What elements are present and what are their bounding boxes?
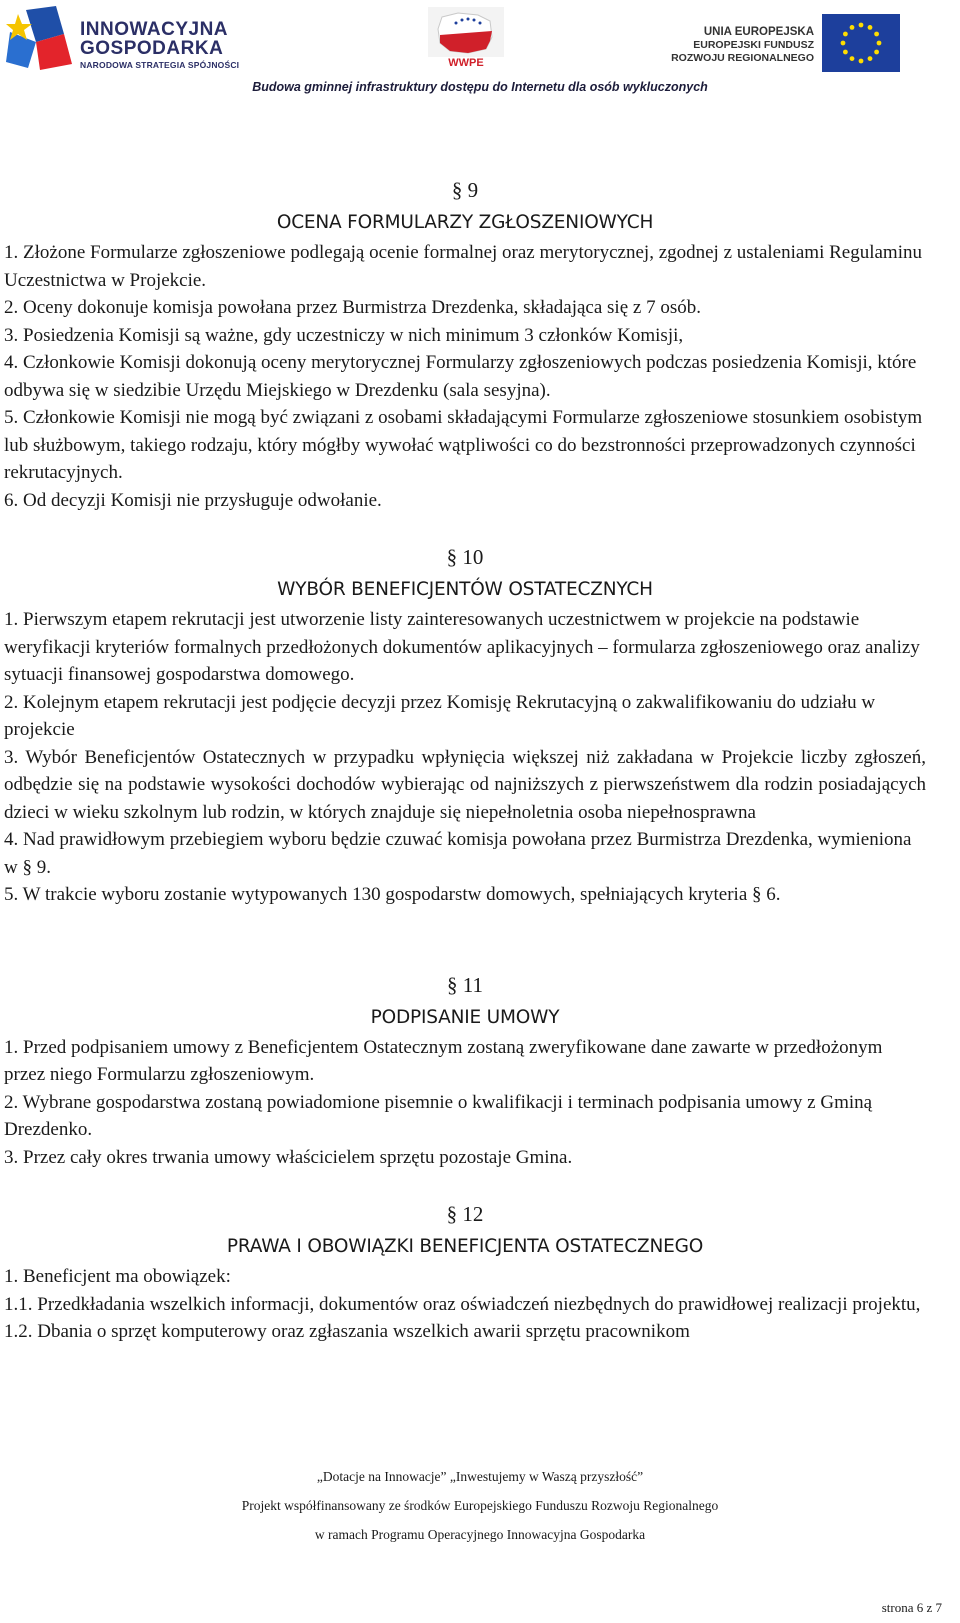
page-footer — [0, 1462, 960, 1549]
logo-right-line2: EUROPEJSKI FUNDUSZ — [693, 39, 814, 51]
page-number: strona 6 z 7 — [881, 1600, 942, 1615]
section-title: PRAWA I OBOWIĄZKI BENEFICJENTA OSTATECZNEGO — [226, 1236, 704, 1257]
paragraph: 1. Złożone Formularze zgłoszeniowe podlegają ocenie formalnej oraz merytorycznej, zgodnej z ustaleniami Regulaminu Uczestnictwa w Projekcie. — [4, 242, 922, 291]
eu-flag-icon — [822, 14, 900, 72]
paragraph: 4. Nad prawidłowym przebiegiem wyboru będzie czuwać komisja powołana przez Burmistrza Drezdenka, wymieniona w § 9. — [4, 829, 912, 878]
footer-programme: w ramach Programu Operacyjnego Innowacyjna Gospodarka — [314, 1527, 646, 1542]
paragraph: 3. Posiedzenia Komisji są ważne, gdy uczestniczy w nich minimum 3 członków Komisji, — [4, 324, 684, 346]
section-11 — [4, 969, 926, 1172]
logo-right-line1: UNIA EUROPEJSKA — [703, 26, 814, 38]
paragraph: 6. Od decyzji Komisji nie przysługuje odwołanie. — [4, 489, 382, 511]
paragraph: 2. Kolejnym etapem rekrutacji jest podjęcie decyzji przez Komisję Rekrutacyjną o zakwalifikowaniu do udziału w projekcie — [4, 691, 876, 740]
paragraph: 1. Beneficjent ma obowiązek: — [4, 1266, 231, 1287]
paragraph: 2. Wybrane gospodarstwa zostaną powiadomione pisemnie o kwalifikacji i terminach podpisania umowy z Gminą Drezdenko. — [4, 1091, 873, 1140]
paragraph: 1. Pierwszym etapem rekrutacji jest utworzenie listy zainteresowanych uczestnictwem w projekcie na podstawie weryfikacji kryteriów formalnych przedłożonych dokumentów aplikacyjnych – formularza zgłoszeniowego oraz analizy sytuacji finansowej gospodarstwa domowego. — [4, 609, 920, 685]
innowacyjna-gospodarka-logo — [6, 6, 268, 70]
wwpe-label: WWPE — [448, 57, 484, 69]
section-10 — [4, 541, 926, 909]
paragraph: 3. Przez cały okres trwania umowy właścicielem sprzętu pozostaje Gmina. — [4, 1146, 573, 1168]
paragraph: 5. Członkowie Komisji nie mogą być związani z osobami składającymi Formularze zgłoszeniowe stosunkiem osobistym lub służbowym, takiego rodzaju, który mógłby wywołać wątpliwości co do bezstronności przeprowadzonych czynności rekrutacyjnych. — [4, 407, 923, 483]
section-number: § 10 — [446, 545, 484, 569]
section-title: WYBÓR BENEFICJENTÓW OSTATECZNYCH — [277, 579, 653, 600]
paragraph: 1.2. Dbania o sprzęt komputerowy oraz zgłaszania wszelkich awarii sprzętu pracownikom — [4, 1321, 690, 1342]
poland-map-icon — [428, 7, 504, 57]
paragraph: 1.1. Przedkładania wszelkich informacji, dokumentów oraz oświadczeń niezbędnych do prawidłowej realizacji projektu, — [4, 1293, 921, 1315]
footer-cofinancing: Projekt współfinansowany ze środków Europejskiego Funduszu Rozwoju Regionalnego — [241, 1498, 719, 1513]
eu-logo — [671, 12, 900, 74]
section-number: § 12 — [446, 1202, 484, 1226]
section-number: § 11 — [447, 972, 483, 997]
project-tagline: Budowa gminnej infrastruktury dostępu do Internetu dla osób wykluczonych — [252, 80, 708, 94]
footer-slogan: „Dotacje na Innowacje” „Inwestujemy w Waszą przyszłość” — [316, 1469, 644, 1484]
section-12 — [4, 1198, 926, 1346]
section-9 — [4, 174, 926, 514]
paragraph: 3. Wybór Beneficjentów Ostatecznych w przypadku wpłynięcia większej niż zakładana w Projekcie liczby zgłoszeń, odbędzie się na podstawie wysokości dochodów wybierając od najniższych z pierwszeństwem dla rodzin posiadających dzieci w wieku szkolnym lub rodzin, w których znajduje się niepełnoletnia osoba niepełnosprawna — [4, 746, 926, 823]
logo-right-line3: ROZWOJU REGIONALNEGO — [671, 52, 814, 64]
section-title: PODPISANIE UMOWY — [370, 1006, 560, 1028]
innowacyjna-gospodarka-emblem-icon — [6, 6, 76, 70]
paragraph: 1. Przed podpisaniem umowy z Beneficjentem Ostatecznym zostaną zweryfikowane dane zawarte w przedłożonym przez niego Formularzu zgłoszeniowym. — [4, 1036, 883, 1085]
section-number: § 9 — [451, 178, 479, 202]
logo-left-line2: GOSPODARKA — [80, 38, 224, 59]
paragraph: 5. W trakcie wyboru zostanie wytypowanych 130 gospodarstw domowych, spełniających kryteria § 6. — [4, 884, 781, 905]
logo-left-line1: INNOWACYJNA — [80, 19, 229, 40]
paragraph: 4. Członkowie Komisji dokonują oceny merytorycznej Formularzy zgłoszeniowych podczas posiedzenia Komisji, które odbywa się w siedzibie Urzędu Miejskiego w Drezdenku (sala sesyjna). — [4, 352, 917, 401]
page-header — [0, 0, 960, 100]
document-body — [4, 174, 926, 1346]
section-title: OCENA FORMULARZY ZGŁOSZENIOWYCH — [276, 212, 654, 233]
wwpe-logo — [428, 7, 504, 73]
paragraph: 2. Oceny dokonuje komisja powołana przez Burmistrza Drezdenka, składająca się z 7 osób. — [4, 297, 701, 318]
logo-left-line3: NARODOWA STRATEGIA SPÓJNOŚCI — [80, 60, 240, 70]
